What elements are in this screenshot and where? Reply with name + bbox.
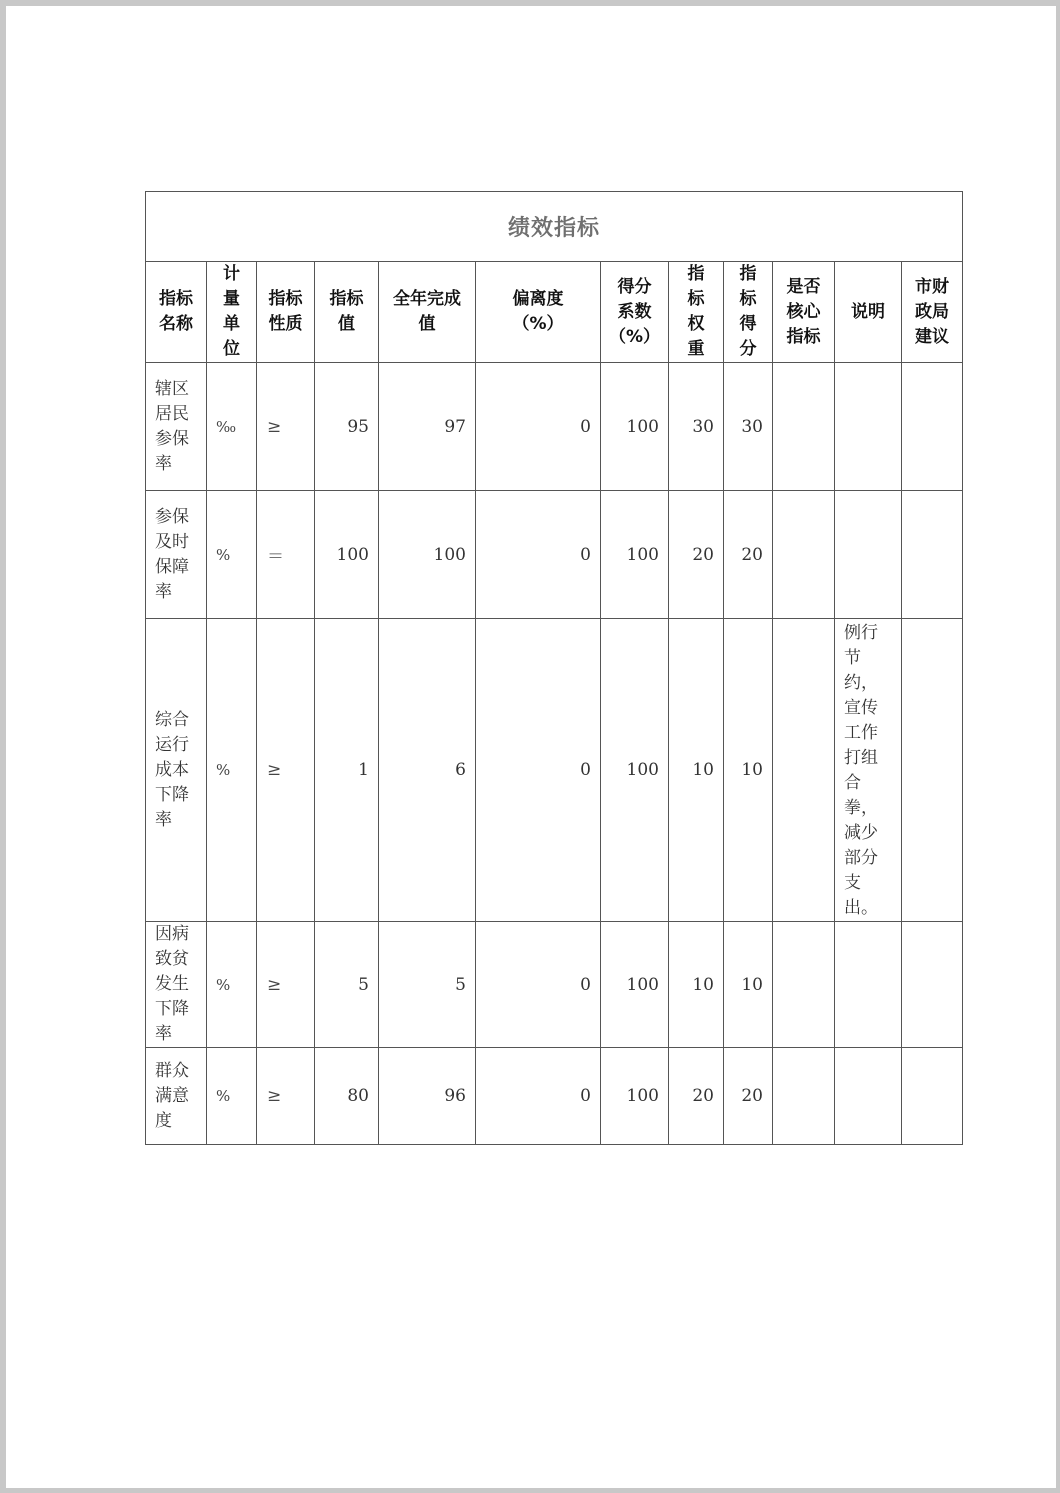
cell-indicator-name: 辖区 居民 参保 率 bbox=[146, 363, 207, 491]
cell-score: 10 bbox=[724, 922, 773, 1048]
header-finance-suggestion: 市财 政局 建议 bbox=[902, 262, 963, 363]
cell-actual-value: 100 bbox=[379, 491, 476, 619]
cell-core-indicator bbox=[773, 922, 835, 1048]
cell-indicator-name: 参保 及时 保障 率 bbox=[146, 491, 207, 619]
cell-target-value: 95 bbox=[315, 363, 379, 491]
header-core-indicator: 是否 核心 指标 bbox=[773, 262, 835, 363]
header-nature: 指标 性质 bbox=[257, 262, 315, 363]
cell-actual-value: 6 bbox=[379, 619, 476, 922]
cell-target-value: 80 bbox=[315, 1048, 379, 1145]
table-row bbox=[146, 491, 963, 619]
performance-indicator-table bbox=[145, 191, 963, 1145]
header-deviation: 偏离度 （%） bbox=[476, 262, 601, 363]
cell-unit: % bbox=[207, 619, 257, 922]
cell-actual-value: 96 bbox=[379, 1048, 476, 1145]
cell-nature: ≥ bbox=[257, 619, 315, 922]
table-row bbox=[146, 363, 963, 491]
table-row bbox=[146, 922, 963, 1048]
cell-core-indicator bbox=[773, 491, 835, 619]
header-note: 说明 bbox=[835, 262, 902, 363]
cell-actual-value: 5 bbox=[379, 922, 476, 1048]
cell-score-coefficient: 100 bbox=[601, 922, 669, 1048]
cell-target-value: 5 bbox=[315, 922, 379, 1048]
header-score-coefficient: 得分 系数 （%） bbox=[601, 262, 669, 363]
cell-target-value: 100 bbox=[315, 491, 379, 619]
cell-finance-suggestion bbox=[902, 619, 963, 922]
cell-indicator-name: 综合 运行 成本 下降 率 bbox=[146, 619, 207, 922]
cell-target-value: 1 bbox=[315, 619, 379, 922]
header-row bbox=[146, 262, 963, 363]
cell-unit: % bbox=[207, 922, 257, 1048]
cell-note: 例行 节 约， 宣传 工作 打组 合 拳， 减少 部分 支 出。 bbox=[835, 619, 902, 922]
cell-weight: 30 bbox=[669, 363, 724, 491]
cell-weight: 10 bbox=[669, 922, 724, 1048]
table-title: 绩效指标 bbox=[146, 192, 963, 262]
cell-deviation: 0 bbox=[476, 619, 601, 922]
cell-core-indicator bbox=[773, 619, 835, 922]
title-row bbox=[146, 192, 963, 262]
cell-note bbox=[835, 363, 902, 491]
document-page bbox=[6, 6, 1056, 1488]
cell-nature: ≥ bbox=[257, 363, 315, 491]
cell-actual-value: 97 bbox=[379, 363, 476, 491]
cell-score: 30 bbox=[724, 363, 773, 491]
cell-score-coefficient: 100 bbox=[601, 1048, 669, 1145]
cell-weight: 20 bbox=[669, 1048, 724, 1145]
cell-indicator-name: 群众 满意 度 bbox=[146, 1048, 207, 1145]
cell-weight: 20 bbox=[669, 491, 724, 619]
cell-note bbox=[835, 922, 902, 1048]
cell-deviation: 0 bbox=[476, 1048, 601, 1145]
cell-score: 10 bbox=[724, 619, 773, 922]
cell-note bbox=[835, 1048, 902, 1145]
cell-weight: 10 bbox=[669, 619, 724, 922]
header-weight: 指 标 权 重 bbox=[669, 262, 724, 363]
header-unit: 计 量 单 位 bbox=[207, 262, 257, 363]
cell-score: 20 bbox=[724, 491, 773, 619]
table-row bbox=[146, 1048, 963, 1145]
header-score: 指 标 得 分 bbox=[724, 262, 773, 363]
cell-deviation: 0 bbox=[476, 363, 601, 491]
cell-note bbox=[835, 491, 902, 619]
cell-score-coefficient: 100 bbox=[601, 491, 669, 619]
cell-finance-suggestion bbox=[902, 1048, 963, 1145]
cell-unit: % bbox=[207, 1048, 257, 1145]
cell-nature: ≥ bbox=[257, 1048, 315, 1145]
cell-nature: ≥ bbox=[257, 922, 315, 1048]
header-target-value: 指标 值 bbox=[315, 262, 379, 363]
cell-deviation: 0 bbox=[476, 491, 601, 619]
cell-finance-suggestion bbox=[902, 363, 963, 491]
cell-deviation: 0 bbox=[476, 922, 601, 1048]
cell-score-coefficient: 100 bbox=[601, 619, 669, 922]
cell-core-indicator bbox=[773, 1048, 835, 1145]
cell-core-indicator bbox=[773, 363, 835, 491]
cell-unit: % bbox=[207, 491, 257, 619]
cell-finance-suggestion bbox=[902, 922, 963, 1048]
cell-score-coefficient: 100 bbox=[601, 363, 669, 491]
cell-unit: ‰ bbox=[207, 363, 257, 491]
cell-score: 20 bbox=[724, 1048, 773, 1145]
header-actual-value: 全年完成 值 bbox=[379, 262, 476, 363]
cell-finance-suggestion bbox=[902, 491, 963, 619]
table-row bbox=[146, 619, 963, 922]
cell-indicator-name: 因病 致贫 发生 下降 率 bbox=[146, 922, 207, 1048]
header-indicator-name: 指标 名称 bbox=[146, 262, 207, 363]
cell-nature: ＝ bbox=[257, 491, 315, 619]
